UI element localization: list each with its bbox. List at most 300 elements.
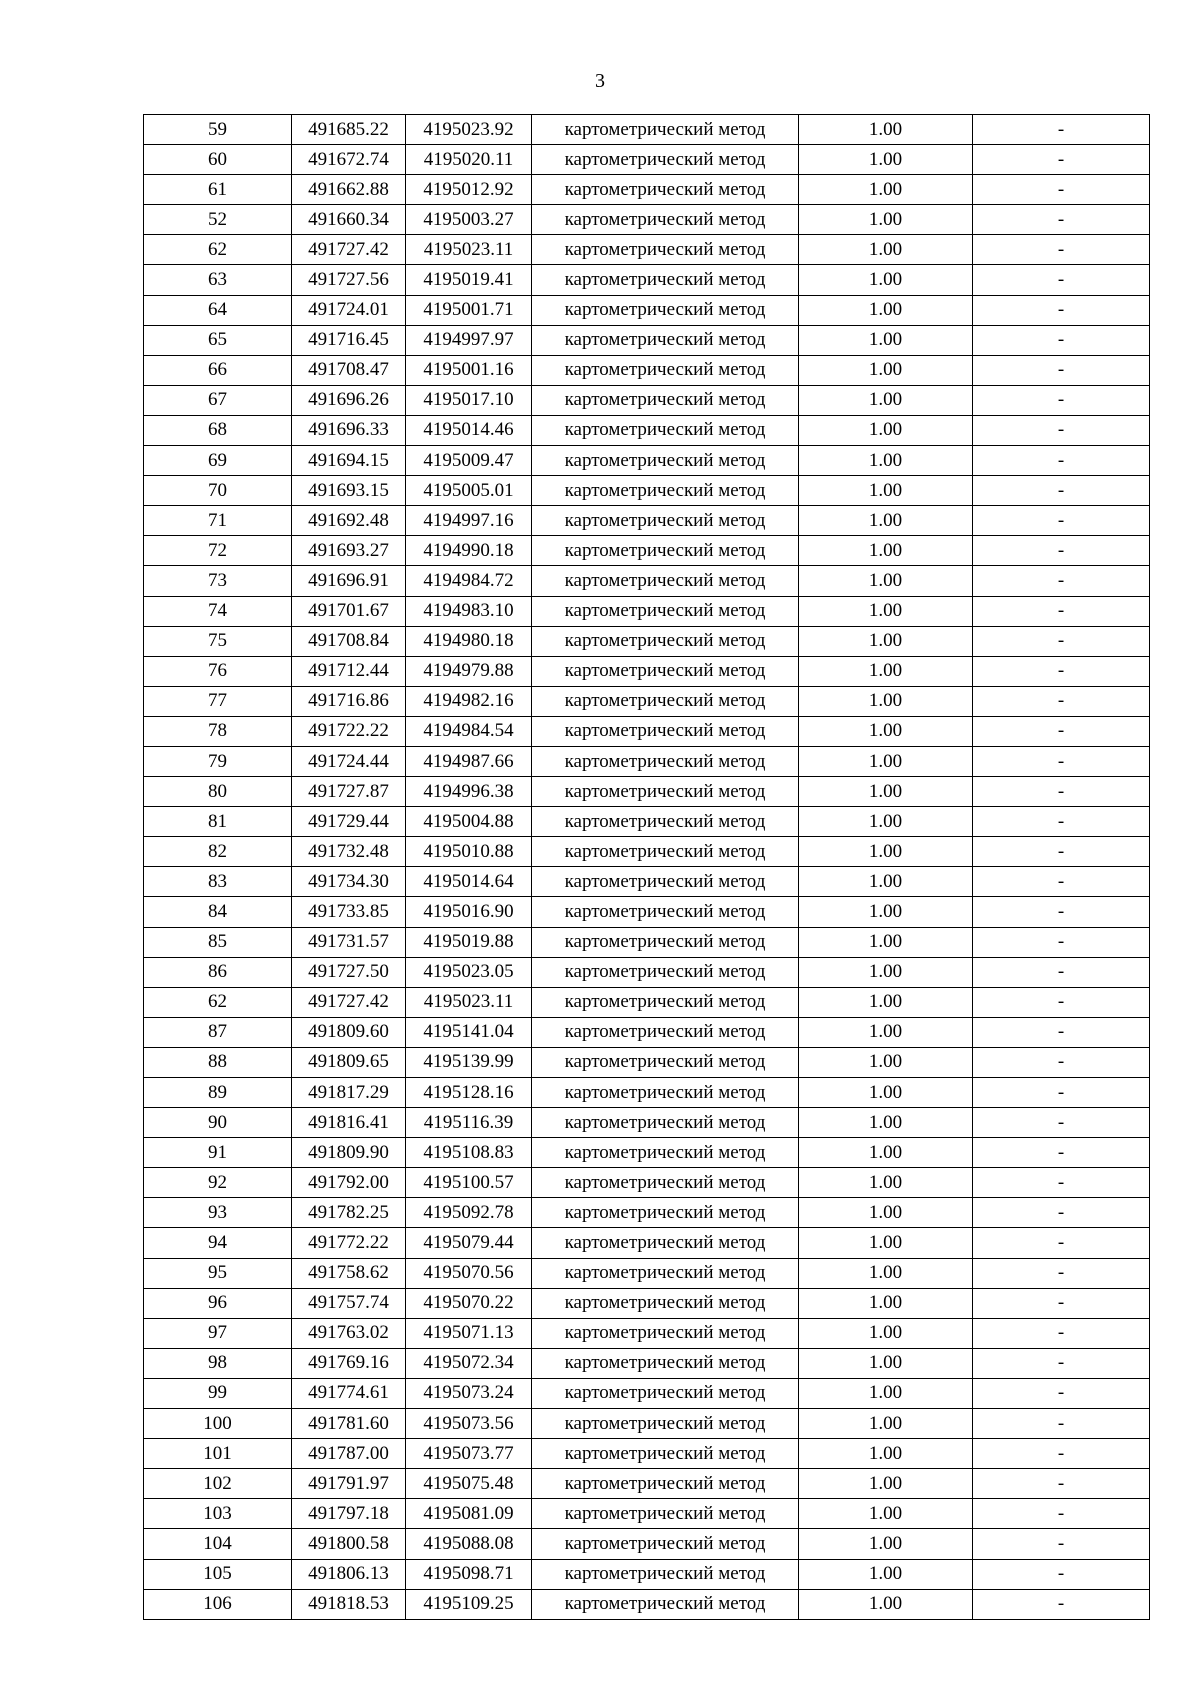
point-number-cell: 91	[144, 1138, 292, 1168]
description-cell: -	[973, 686, 1150, 716]
y-coordinate-cell: 4195109.25	[406, 1589, 532, 1619]
table-row	[144, 1258, 1150, 1288]
point-number-cell: 80	[144, 777, 292, 807]
x-coordinate-cell: 491694.15	[292, 446, 406, 476]
description-cell: -	[973, 656, 1150, 686]
accuracy-cell: 1.00	[799, 1258, 973, 1288]
table-row	[144, 325, 1150, 355]
description-cell: -	[973, 837, 1150, 867]
table-row	[144, 807, 1150, 837]
table-row	[144, 1078, 1150, 1108]
description-cell: -	[973, 1469, 1150, 1499]
method-cell: картометрический метод	[532, 1258, 799, 1288]
table-row	[144, 175, 1150, 205]
method-cell: картометрический метод	[532, 325, 799, 355]
point-number-cell: 100	[144, 1409, 292, 1439]
y-coordinate-cell: 4195070.22	[406, 1288, 532, 1318]
y-coordinate-cell: 4194984.72	[406, 566, 532, 596]
accuracy-cell: 1.00	[799, 1198, 973, 1228]
accuracy-cell: 1.00	[799, 415, 973, 445]
method-cell: картометрический метод	[532, 656, 799, 686]
y-coordinate-cell: 4194979.88	[406, 656, 532, 686]
table-row	[144, 446, 1150, 476]
point-number-cell: 69	[144, 446, 292, 476]
accuracy-cell: 1.00	[799, 1499, 973, 1529]
description-cell: -	[973, 1529, 1150, 1559]
x-coordinate-cell: 491716.86	[292, 686, 406, 716]
method-cell: картометрический метод	[532, 1017, 799, 1047]
point-number-cell: 89	[144, 1078, 292, 1108]
accuracy-cell: 1.00	[799, 1589, 973, 1619]
accuracy-cell: 1.00	[799, 837, 973, 867]
accuracy-cell: 1.00	[799, 1529, 973, 1559]
y-coordinate-cell: 4194997.16	[406, 506, 532, 536]
accuracy-cell: 1.00	[799, 476, 973, 506]
x-coordinate-cell: 491816.41	[292, 1108, 406, 1138]
point-number-cell: 106	[144, 1589, 292, 1619]
method-cell: картометрический метод	[532, 897, 799, 927]
x-coordinate-cell: 491692.48	[292, 506, 406, 536]
description-cell: -	[973, 385, 1150, 415]
method-cell: картометрический метод	[532, 1409, 799, 1439]
method-cell: картометрический метод	[532, 415, 799, 445]
y-coordinate-cell: 4195100.57	[406, 1168, 532, 1198]
point-number-cell: 92	[144, 1168, 292, 1198]
point-number-cell: 98	[144, 1348, 292, 1378]
point-number-cell: 83	[144, 867, 292, 897]
description-cell: -	[973, 536, 1150, 566]
y-coordinate-cell: 4195141.04	[406, 1017, 532, 1047]
method-cell: картометрический метод	[532, 807, 799, 837]
y-coordinate-cell: 4195073.77	[406, 1439, 532, 1469]
point-number-cell: 102	[144, 1469, 292, 1499]
accuracy-cell: 1.00	[799, 566, 973, 596]
accuracy-cell: 1.00	[799, 145, 973, 175]
method-cell: картометрический метод	[532, 1499, 799, 1529]
y-coordinate-cell: 4195079.44	[406, 1228, 532, 1258]
x-coordinate-cell: 491787.00	[292, 1439, 406, 1469]
y-coordinate-cell: 4195081.09	[406, 1499, 532, 1529]
accuracy-cell: 1.00	[799, 506, 973, 536]
method-cell: картометрический метод	[532, 716, 799, 746]
accuracy-cell: 1.00	[799, 325, 973, 355]
description-cell: -	[973, 1078, 1150, 1108]
table-row	[144, 265, 1150, 295]
accuracy-cell: 1.00	[799, 265, 973, 295]
y-coordinate-cell: 4195075.48	[406, 1469, 532, 1499]
accuracy-cell: 1.00	[799, 987, 973, 1017]
point-number-cell: 62	[144, 987, 292, 1017]
table-row	[144, 145, 1150, 175]
table-row	[144, 295, 1150, 325]
table-row	[144, 1529, 1150, 1559]
y-coordinate-cell: 4195108.83	[406, 1138, 532, 1168]
y-coordinate-cell: 4195071.13	[406, 1318, 532, 1348]
x-coordinate-cell: 491809.65	[292, 1047, 406, 1077]
description-cell: -	[973, 777, 1150, 807]
table-row	[144, 1348, 1150, 1378]
x-coordinate-cell: 491792.00	[292, 1168, 406, 1198]
method-cell: картометрический метод	[532, 1529, 799, 1559]
y-coordinate-cell: 4194987.66	[406, 746, 532, 776]
description-cell: -	[973, 446, 1150, 476]
point-number-cell: 73	[144, 566, 292, 596]
accuracy-cell: 1.00	[799, 957, 973, 987]
description-cell: -	[973, 295, 1150, 325]
y-coordinate-cell: 4195116.39	[406, 1108, 532, 1138]
y-coordinate-cell: 4195004.88	[406, 807, 532, 837]
y-coordinate-cell: 4195012.92	[406, 175, 532, 205]
method-cell: картометрический метод	[532, 987, 799, 1017]
method-cell: картометрический метод	[532, 626, 799, 656]
table-row	[144, 1168, 1150, 1198]
x-coordinate-cell: 491727.42	[292, 235, 406, 265]
x-coordinate-cell: 491763.02	[292, 1318, 406, 1348]
x-coordinate-cell: 491672.74	[292, 145, 406, 175]
y-coordinate-cell: 4195070.56	[406, 1258, 532, 1288]
description-cell: -	[973, 746, 1150, 776]
y-coordinate-cell: 4195023.05	[406, 957, 532, 987]
point-number-cell: 81	[144, 807, 292, 837]
method-cell: картометрический метод	[532, 1589, 799, 1619]
y-coordinate-cell: 4194984.54	[406, 716, 532, 746]
y-coordinate-cell: 4195019.88	[406, 927, 532, 957]
table-row	[144, 987, 1150, 1017]
method-cell: картометрический метод	[532, 1559, 799, 1589]
method-cell: картометрический метод	[532, 1348, 799, 1378]
method-cell: картометрический метод	[532, 1168, 799, 1198]
description-cell: -	[973, 325, 1150, 355]
y-coordinate-cell: 4195092.78	[406, 1198, 532, 1228]
description-cell: -	[973, 867, 1150, 897]
y-coordinate-cell: 4195005.01	[406, 476, 532, 506]
table-row	[144, 716, 1150, 746]
accuracy-cell: 1.00	[799, 807, 973, 837]
point-number-cell: 76	[144, 656, 292, 686]
method-cell: картометрический метод	[532, 235, 799, 265]
point-number-cell: 65	[144, 325, 292, 355]
table-row	[144, 1017, 1150, 1047]
description-cell: -	[973, 1168, 1150, 1198]
x-coordinate-cell: 491685.22	[292, 115, 406, 145]
x-coordinate-cell: 491797.18	[292, 1499, 406, 1529]
accuracy-cell: 1.00	[799, 716, 973, 746]
table-row	[144, 476, 1150, 506]
method-cell: картометрический метод	[532, 1078, 799, 1108]
x-coordinate-cell: 491696.91	[292, 566, 406, 596]
method-cell: картометрический метод	[532, 1198, 799, 1228]
table-row	[144, 777, 1150, 807]
accuracy-cell: 1.00	[799, 1469, 973, 1499]
point-number-cell: 64	[144, 295, 292, 325]
y-coordinate-cell: 4195014.46	[406, 415, 532, 445]
description-cell: -	[973, 265, 1150, 295]
method-cell: картометрический метод	[532, 686, 799, 716]
description-cell: -	[973, 927, 1150, 957]
accuracy-cell: 1.00	[799, 1168, 973, 1198]
page-number: 3	[595, 70, 605, 92]
method-cell: картометрический метод	[532, 596, 799, 626]
x-coordinate-cell: 491712.44	[292, 656, 406, 686]
x-coordinate-cell: 491809.60	[292, 1017, 406, 1047]
point-number-cell: 63	[144, 265, 292, 295]
accuracy-cell: 1.00	[799, 1348, 973, 1378]
accuracy-cell: 1.00	[799, 1108, 973, 1138]
method-cell: картометрический метод	[532, 1047, 799, 1077]
description-cell: -	[973, 1108, 1150, 1138]
y-coordinate-cell: 4195023.92	[406, 115, 532, 145]
coordinates-table	[143, 114, 1150, 1620]
y-coordinate-cell: 4195009.47	[406, 446, 532, 476]
coordinates-table-body	[144, 115, 1150, 1620]
table-row	[144, 1409, 1150, 1439]
method-cell: картометрический метод	[532, 295, 799, 325]
point-number-cell: 71	[144, 506, 292, 536]
point-number-cell: 52	[144, 205, 292, 235]
description-cell: -	[973, 115, 1150, 145]
table-row	[144, 1228, 1150, 1258]
point-number-cell: 62	[144, 235, 292, 265]
x-coordinate-cell: 491782.25	[292, 1198, 406, 1228]
accuracy-cell: 1.00	[799, 1017, 973, 1047]
x-coordinate-cell: 491818.53	[292, 1589, 406, 1619]
method-cell: картометрический метод	[532, 175, 799, 205]
table-row	[144, 867, 1150, 897]
accuracy-cell: 1.00	[799, 175, 973, 205]
method-cell: картометрический метод	[532, 536, 799, 566]
x-coordinate-cell: 491774.61	[292, 1378, 406, 1408]
method-cell: картометрический метод	[532, 1288, 799, 1318]
description-cell: -	[973, 1378, 1150, 1408]
accuracy-cell: 1.00	[799, 746, 973, 776]
table-row	[144, 506, 1150, 536]
x-coordinate-cell: 491727.50	[292, 957, 406, 987]
table-row	[144, 1198, 1150, 1228]
method-cell: картометрический метод	[532, 1439, 799, 1469]
point-number-cell: 95	[144, 1258, 292, 1288]
description-cell: -	[973, 415, 1150, 445]
accuracy-cell: 1.00	[799, 867, 973, 897]
point-number-cell: 96	[144, 1288, 292, 1318]
method-cell: картометрический метод	[532, 1469, 799, 1499]
y-coordinate-cell: 4195128.16	[406, 1078, 532, 1108]
x-coordinate-cell: 491781.60	[292, 1409, 406, 1439]
point-number-cell: 88	[144, 1047, 292, 1077]
description-cell: -	[973, 626, 1150, 656]
x-coordinate-cell: 491716.45	[292, 325, 406, 355]
table-row	[144, 536, 1150, 566]
accuracy-cell: 1.00	[799, 1078, 973, 1108]
method-cell: картометрический метод	[532, 355, 799, 385]
method-cell: картометрический метод	[532, 837, 799, 867]
y-coordinate-cell: 4195010.88	[406, 837, 532, 867]
x-coordinate-cell: 491722.22	[292, 716, 406, 746]
table-row	[144, 957, 1150, 987]
description-cell: -	[973, 1047, 1150, 1077]
point-number-cell: 67	[144, 385, 292, 415]
x-coordinate-cell: 491727.42	[292, 987, 406, 1017]
accuracy-cell: 1.00	[799, 626, 973, 656]
description-cell: -	[973, 596, 1150, 626]
point-number-cell: 77	[144, 686, 292, 716]
point-number-cell: 94	[144, 1228, 292, 1258]
accuracy-cell: 1.00	[799, 1047, 973, 1077]
accuracy-cell: 1.00	[799, 656, 973, 686]
point-number-cell: 84	[144, 897, 292, 927]
table-row	[144, 1378, 1150, 1408]
accuracy-cell: 1.00	[799, 596, 973, 626]
table-row	[144, 235, 1150, 265]
accuracy-cell: 1.00	[799, 1318, 973, 1348]
method-cell: картометрический метод	[532, 446, 799, 476]
method-cell: картометрический метод	[532, 115, 799, 145]
table-row	[144, 686, 1150, 716]
method-cell: картометрический метод	[532, 506, 799, 536]
description-cell: -	[973, 987, 1150, 1017]
x-coordinate-cell: 491693.27	[292, 536, 406, 566]
description-cell: -	[973, 355, 1150, 385]
accuracy-cell: 1.00	[799, 1559, 973, 1589]
accuracy-cell: 1.00	[799, 355, 973, 385]
method-cell: картометрический метод	[532, 957, 799, 987]
table-row	[144, 1559, 1150, 1589]
point-number-cell: 78	[144, 716, 292, 746]
point-number-cell: 105	[144, 1559, 292, 1589]
accuracy-cell: 1.00	[799, 536, 973, 566]
point-number-cell: 85	[144, 927, 292, 957]
table-row	[144, 355, 1150, 385]
point-number-cell: 82	[144, 837, 292, 867]
y-coordinate-cell: 4194997.97	[406, 325, 532, 355]
point-number-cell: 74	[144, 596, 292, 626]
x-coordinate-cell: 491708.47	[292, 355, 406, 385]
x-coordinate-cell: 491732.48	[292, 837, 406, 867]
table-row	[144, 1499, 1150, 1529]
description-cell: -	[973, 1258, 1150, 1288]
y-coordinate-cell: 4195088.08	[406, 1529, 532, 1559]
method-cell: картометрический метод	[532, 777, 799, 807]
table-row	[144, 1138, 1150, 1168]
table-row	[144, 1318, 1150, 1348]
description-cell: -	[973, 1559, 1150, 1589]
x-coordinate-cell: 491696.26	[292, 385, 406, 415]
description-cell: -	[973, 205, 1150, 235]
y-coordinate-cell: 4194982.16	[406, 686, 532, 716]
accuracy-cell: 1.00	[799, 115, 973, 145]
description-cell: -	[973, 897, 1150, 927]
table-row	[144, 1589, 1150, 1619]
accuracy-cell: 1.00	[799, 1288, 973, 1318]
method-cell: картометрический метод	[532, 265, 799, 295]
point-number-cell: 59	[144, 115, 292, 145]
table-row	[144, 897, 1150, 927]
table-row	[144, 927, 1150, 957]
table-row	[144, 656, 1150, 686]
accuracy-cell: 1.00	[799, 446, 973, 476]
description-cell: -	[973, 1409, 1150, 1439]
description-cell: -	[973, 145, 1150, 175]
x-coordinate-cell: 491724.01	[292, 295, 406, 325]
x-coordinate-cell: 491757.74	[292, 1288, 406, 1318]
description-cell: -	[973, 235, 1150, 265]
table-row	[144, 1047, 1150, 1077]
table-row	[144, 837, 1150, 867]
x-coordinate-cell: 491791.97	[292, 1469, 406, 1499]
y-coordinate-cell: 4195001.16	[406, 355, 532, 385]
table-row	[144, 1469, 1150, 1499]
table-row	[144, 1439, 1150, 1469]
table-row	[144, 205, 1150, 235]
x-coordinate-cell: 491727.87	[292, 777, 406, 807]
method-cell: картометрический метод	[532, 1378, 799, 1408]
x-coordinate-cell: 491708.84	[292, 626, 406, 656]
description-cell: -	[973, 807, 1150, 837]
method-cell: картометрический метод	[532, 1138, 799, 1168]
accuracy-cell: 1.00	[799, 777, 973, 807]
x-coordinate-cell: 491660.34	[292, 205, 406, 235]
point-number-cell: 72	[144, 536, 292, 566]
description-cell: -	[973, 1348, 1150, 1378]
method-cell: картометрический метод	[532, 1318, 799, 1348]
point-number-cell: 104	[144, 1529, 292, 1559]
accuracy-cell: 1.00	[799, 897, 973, 927]
table-row	[144, 596, 1150, 626]
y-coordinate-cell: 4195073.24	[406, 1378, 532, 1408]
description-cell: -	[973, 506, 1150, 536]
accuracy-cell: 1.00	[799, 1138, 973, 1168]
x-coordinate-cell: 491733.85	[292, 897, 406, 927]
y-coordinate-cell: 4195072.34	[406, 1348, 532, 1378]
accuracy-cell: 1.00	[799, 295, 973, 325]
method-cell: картометрический метод	[532, 746, 799, 776]
x-coordinate-cell: 491696.33	[292, 415, 406, 445]
x-coordinate-cell: 491724.44	[292, 746, 406, 776]
y-coordinate-cell: 4194990.18	[406, 536, 532, 566]
y-coordinate-cell: 4195023.11	[406, 987, 532, 1017]
y-coordinate-cell: 4195014.64	[406, 867, 532, 897]
point-number-cell: 66	[144, 355, 292, 385]
description-cell: -	[973, 1288, 1150, 1318]
accuracy-cell: 1.00	[799, 235, 973, 265]
table-row	[144, 626, 1150, 656]
method-cell: картометрический метод	[532, 867, 799, 897]
description-cell: -	[973, 1589, 1150, 1619]
point-number-cell: 90	[144, 1108, 292, 1138]
method-cell: картометрический метод	[532, 1228, 799, 1258]
y-coordinate-cell: 4194996.38	[406, 777, 532, 807]
description-cell: -	[973, 1198, 1150, 1228]
method-cell: картометрический метод	[532, 476, 799, 506]
description-cell: -	[973, 1439, 1150, 1469]
point-number-cell: 93	[144, 1198, 292, 1228]
description-cell: -	[973, 566, 1150, 596]
table-row	[144, 1288, 1150, 1318]
description-cell: -	[973, 1499, 1150, 1529]
method-cell: картометрический метод	[532, 145, 799, 175]
y-coordinate-cell: 4195023.11	[406, 235, 532, 265]
method-cell: картометрический метод	[532, 566, 799, 596]
x-coordinate-cell: 491693.15	[292, 476, 406, 506]
x-coordinate-cell: 491731.57	[292, 927, 406, 957]
y-coordinate-cell: 4195073.56	[406, 1409, 532, 1439]
point-number-cell: 86	[144, 957, 292, 987]
accuracy-cell: 1.00	[799, 1378, 973, 1408]
description-cell: -	[973, 175, 1150, 205]
table-row	[144, 115, 1150, 145]
y-coordinate-cell: 4195098.71	[406, 1559, 532, 1589]
description-cell: -	[973, 716, 1150, 746]
y-coordinate-cell: 4195019.41	[406, 265, 532, 295]
